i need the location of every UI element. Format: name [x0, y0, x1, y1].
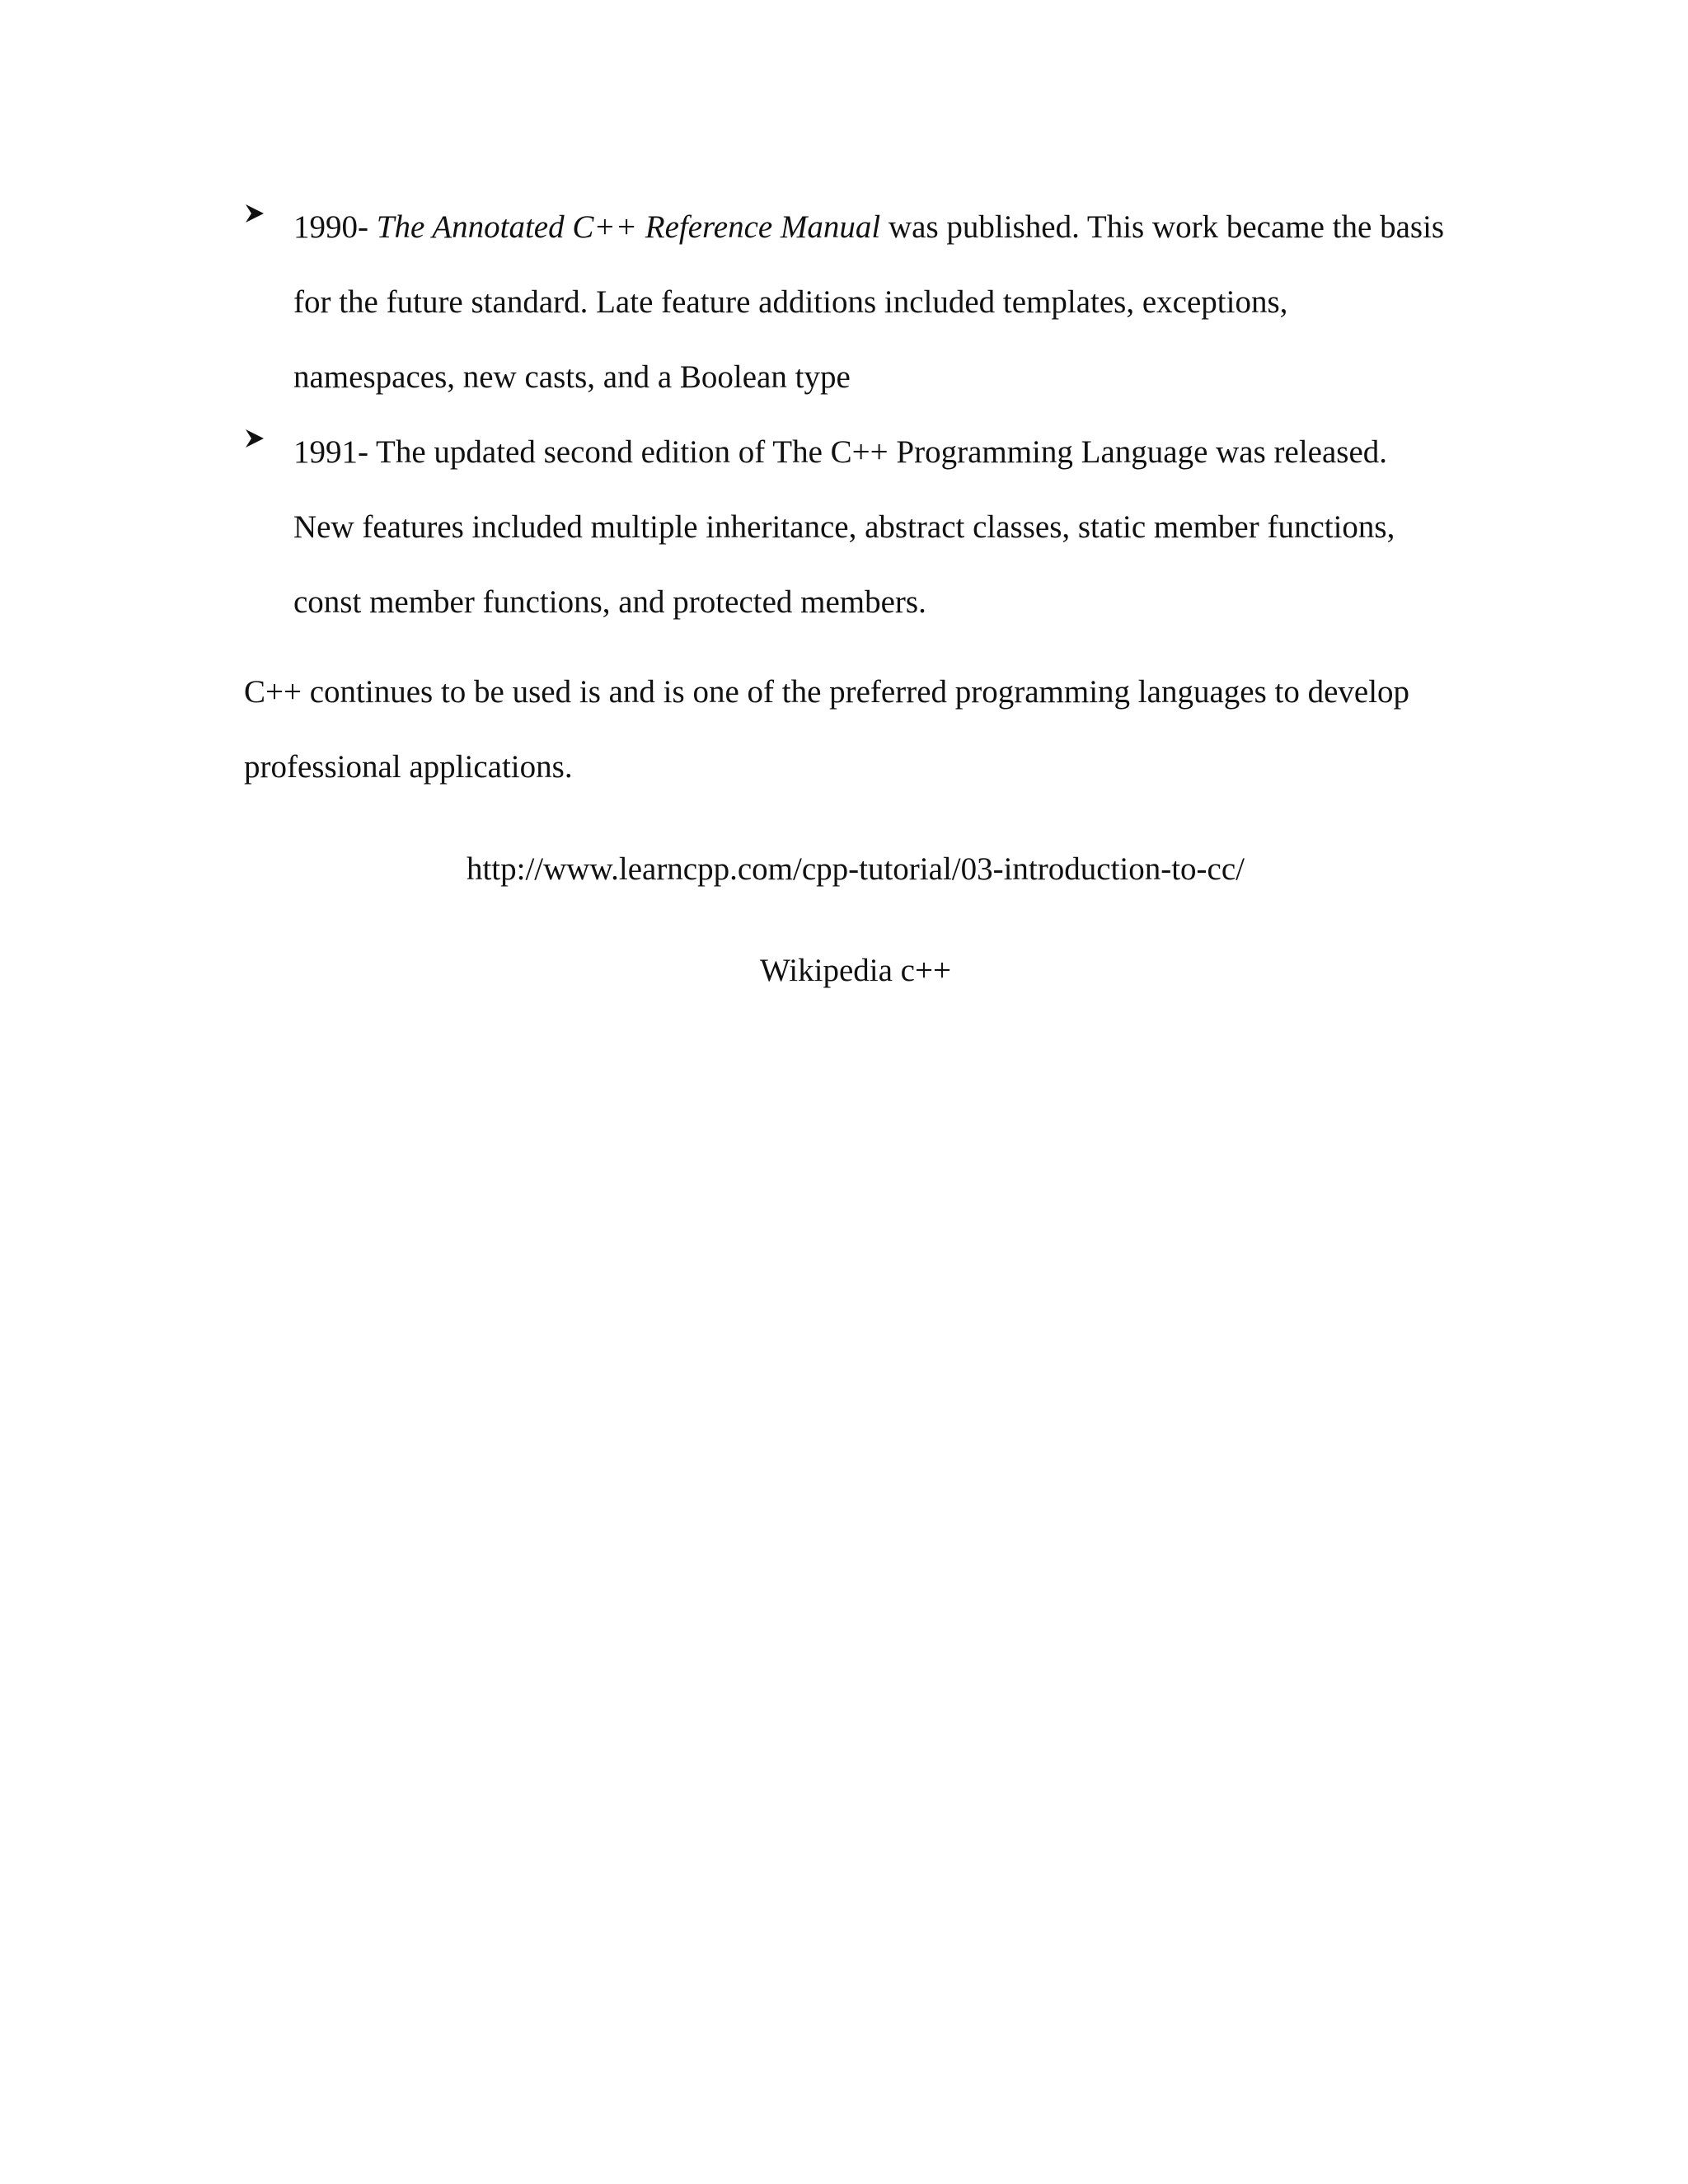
arrowhead-bullet-icon: [244, 203, 265, 224]
paragraph-line: C++ continues to be used is and is one of the preferred programming languages to develop: [244, 674, 1410, 710]
list-item-text: [293, 415, 1480, 640]
list-item-line: const member functions, and protected members.: [293, 584, 926, 620]
source-wikipedia: Wikipedia c++: [760, 953, 951, 988]
list-item-line: namespaces, new casts, and a Boolean type: [293, 359, 851, 395]
list-item-line: for the future standard. Late feature additions included templates, exceptions,: [293, 284, 1288, 320]
list-item-line: 1991- The updated second edition of The C++ Programming Language was released.: [293, 434, 1388, 470]
paragraph-line: professional applications.: [244, 749, 573, 785]
list-item-text: [293, 190, 1480, 415]
arrowhead-bullet-icon: [244, 428, 265, 449]
list-item-line: 1990- The Annotated C++ Reference Manual was published. This work became the basis: [293, 209, 1445, 245]
book-title: The Annotated C++ Reference Manual: [376, 209, 881, 245]
conclusion-paragraph: [244, 654, 1480, 804]
list-item-line: New features included multiple inheritance, abstract classes, static member functions,: [293, 509, 1395, 545]
source-url: http://www.learncpp.com/cpp-tutorial/03-introduction-to-cc/: [466, 851, 1245, 887]
